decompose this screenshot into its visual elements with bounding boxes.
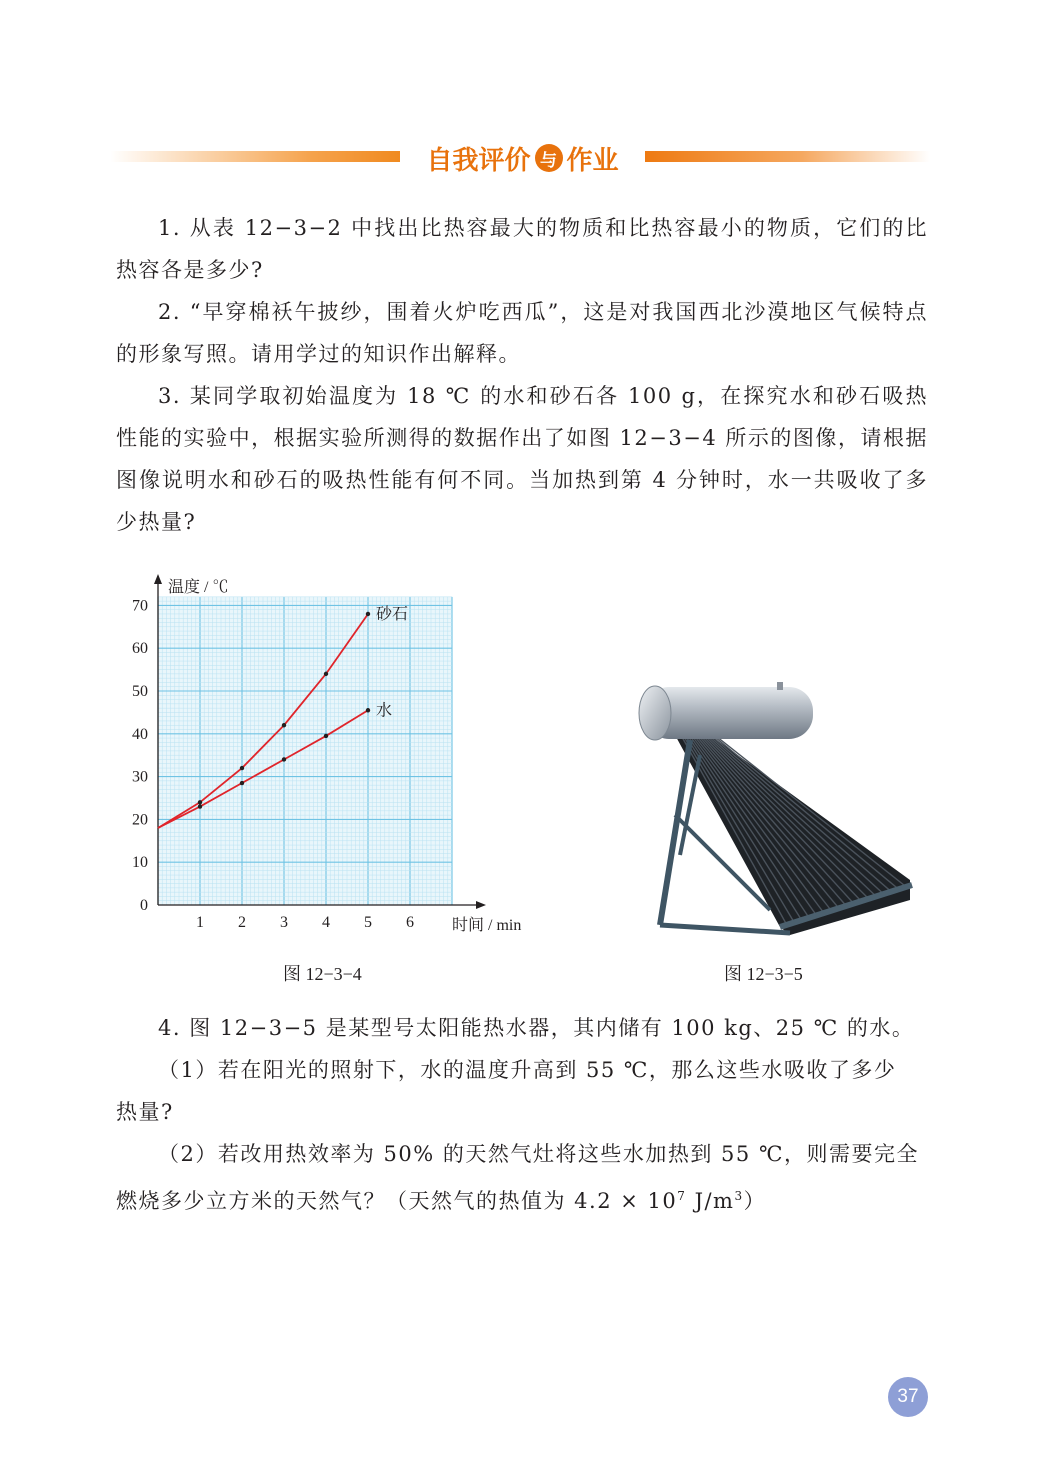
solar-water-heater-image	[620, 665, 920, 945]
title-right: 作业	[566, 145, 619, 176]
x-tick-label: 3	[280, 914, 288, 931]
data-point	[282, 723, 286, 727]
question-4: 4. 图 12−3−5 是某型号太阳能热水器，其内储有 100 kg、25 ℃ 的水。	[158, 1016, 915, 1040]
title-left: 自我评价	[426, 145, 531, 176]
question-4-part-2-line-1: （2）若改用热效率为 50% 的天然气灶将这些水加热到 55 ℃，则需要完全	[158, 1142, 919, 1166]
section-title	[405, 136, 640, 180]
page-number: 37	[888, 1377, 928, 1417]
data-point	[198, 800, 202, 804]
header-bar-left	[110, 151, 400, 162]
data-point	[366, 612, 370, 616]
y-tick-label: 40	[132, 725, 148, 743]
exponent-7: 7	[677, 1189, 687, 1203]
data-point	[324, 734, 328, 738]
y-axis-arrow	[154, 574, 162, 584]
title-circle-badge: 与	[535, 144, 563, 172]
question-4-block	[116, 1007, 928, 1222]
data-point	[240, 781, 244, 785]
x-axis-label: 时间 / min	[452, 917, 522, 934]
temperature-time-chart	[110, 570, 540, 940]
section-header	[0, 136, 1043, 180]
x-tick-label: 5	[364, 914, 372, 931]
series-label: 水	[376, 700, 393, 720]
data-point	[282, 757, 286, 761]
question-3: 3. 某同学取初始温度为 18 ℃ 的水和砂石各 100 g，在探究水和砂石吸热性能的实验中，根据实验所测得的数据作出了如图 12−3−4 所示的图像，请根据图像说明水和砂石的吸热性能有何不同。当加热到第 4 分钟时，水一共吸收了多少热量?	[116, 384, 928, 534]
y-tick-label: 30	[132, 768, 148, 786]
series-label: 砂石	[376, 603, 409, 623]
q4-2-post: ）	[743, 1189, 767, 1213]
x-tick-label: 4	[322, 914, 330, 931]
x-tick-label: 1	[196, 914, 204, 931]
question-4-part-2-line-2	[116, 1175, 928, 1222]
header-bar-right	[645, 151, 930, 162]
y-tick-label: 70	[132, 597, 148, 615]
x-tick-label: 6	[406, 914, 414, 931]
data-point	[240, 766, 244, 770]
exponent-3: 3	[734, 1189, 744, 1203]
y-tick-label: 0	[140, 897, 148, 914]
question-4-part-1-line-2: 热量?	[116, 1100, 174, 1124]
question-1: 1. 从表 12−3−2 中找出比热容最大的物质和比热容最小的物质，它们的比热容各是多少?	[116, 216, 928, 282]
x-tick-label: 2	[238, 914, 246, 931]
q4-2-pre: 燃烧多少立方米的天然气？（天然气的热值为 4.2 × 10	[116, 1189, 678, 1213]
q4-2-unit: J/m	[686, 1189, 735, 1213]
y-tick-label: 60	[132, 640, 148, 658]
figure-caption-12-3-4: 图 12−3−4	[283, 964, 362, 984]
data-point	[198, 804, 202, 808]
y-tick-label: 50	[132, 683, 148, 700]
question-4-part-1-line-1: （1）若在阳光的照射下，水的温度升高到 55 ℃，那么这些水吸收了多少	[158, 1058, 897, 1082]
y-tick-label: 20	[132, 811, 148, 829]
y-tick-label: 10	[132, 854, 148, 872]
data-point	[324, 672, 328, 676]
y-axis-label: 温度 / ℃	[168, 579, 229, 596]
chart-grid	[158, 597, 452, 905]
questions-block	[116, 207, 928, 543]
x-axis-arrow	[476, 901, 486, 909]
question-2: 2. “早穿棉袄午披纱，围着火炉吃西瓜”，这是对我国西北沙漠地区气候特点的形象写照。请用学过的知识作出解释。	[116, 300, 928, 366]
data-point	[366, 708, 370, 712]
figure-caption-12-3-5: 图 12−3−5	[724, 964, 803, 984]
